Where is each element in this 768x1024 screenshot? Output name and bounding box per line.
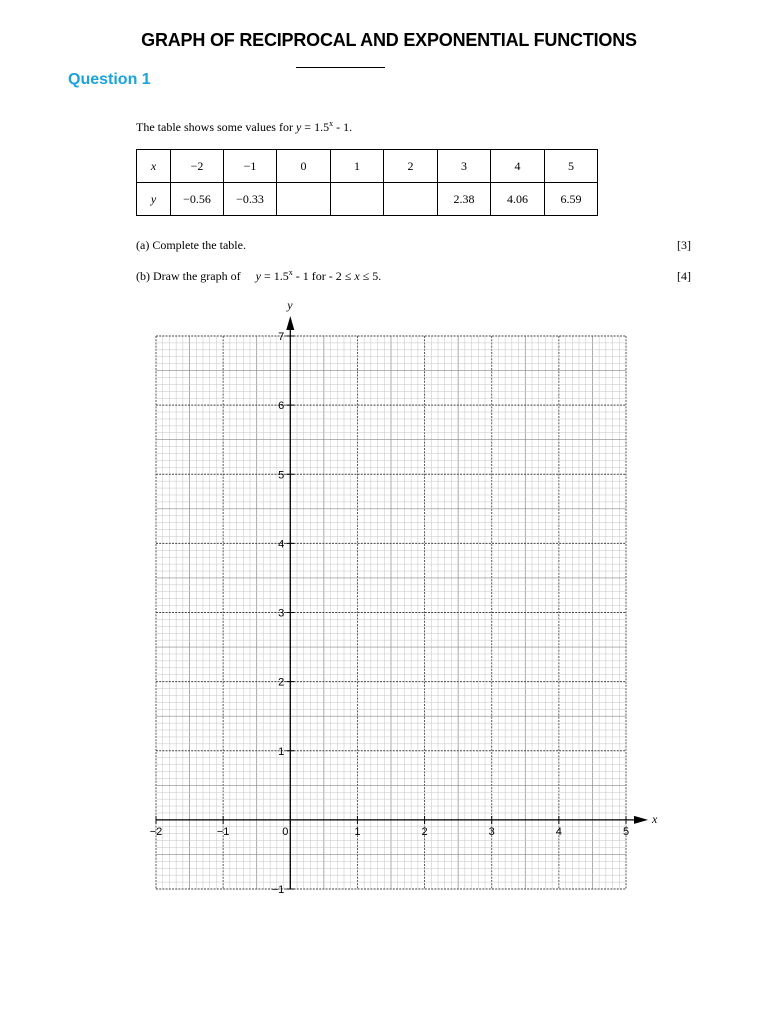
y-tick-label: 5	[278, 469, 285, 482]
part-b-marks: [4]	[677, 269, 691, 283]
x-tick-label: 2	[421, 825, 428, 838]
y-tick-label: 7	[278, 331, 285, 343]
part-b-y: y	[255, 269, 261, 283]
table-cell-y: 4.06	[491, 183, 545, 216]
table-cell-x: −1	[224, 150, 277, 183]
x-tick-label: 1	[354, 825, 361, 838]
y-tick-label: 4	[278, 538, 285, 551]
question-heading: Question 1	[68, 71, 151, 88]
part-a-marks: [3]	[677, 238, 691, 252]
x-tick-label: −2	[149, 825, 163, 838]
table-header-x: x	[137, 150, 171, 183]
y-tick-label: 6	[278, 400, 285, 413]
part-a-text: (a) Complete the table.	[136, 238, 246, 252]
y-tick-label: 1	[278, 745, 285, 758]
x-axis-label: x	[652, 811, 658, 826]
part-b-eq: = 1.5	[260, 269, 289, 283]
x-tick-label: 4	[555, 825, 562, 838]
table-cell-x: 4	[491, 150, 545, 183]
part-b-mid: - 1 for - 2 ≤	[292, 269, 355, 283]
table-cell-x: 0	[277, 150, 331, 183]
table-cell-x: −2	[171, 150, 224, 183]
table-cell-x: 2	[384, 150, 438, 183]
x-tick-label: 3	[488, 825, 495, 838]
graph-grid	[156, 336, 626, 889]
y-axis-label: y	[287, 298, 293, 312]
intro-function-exp: x	[329, 119, 334, 128]
table-header-y: y	[137, 183, 171, 216]
table-cell-y: −0.33	[224, 183, 277, 216]
table-cell-y: −0.56	[171, 183, 224, 216]
x-tick-label: −1	[216, 825, 230, 838]
page-title: GRAPH OF RECIPROCAL AND EXPONENTIAL FUNCTIONS	[141, 30, 637, 50]
intro-function-eq: = 1.5	[301, 120, 330, 134]
x-axis-arrow	[634, 816, 648, 824]
table-cell-y: 2.38	[438, 183, 491, 216]
x-tick-label: 5	[622, 825, 630, 838]
table-cell-x: 5	[545, 150, 598, 183]
intro-function-rest: - 1.	[333, 120, 353, 134]
part-b-prefix: (b) Draw the graph of	[136, 269, 241, 283]
table-cell-y: 6.59	[545, 183, 598, 216]
part-b-x: x	[354, 269, 360, 283]
y-axis-arrow	[286, 316, 294, 330]
intro-function-var: y	[295, 120, 302, 134]
part-b-end: ≤ 5.	[359, 269, 382, 283]
y-tick-label: −1	[271, 884, 285, 896]
x-tick-label: 0	[282, 825, 289, 838]
y-tick-label: 3	[278, 607, 285, 620]
part-b-exp: x	[288, 268, 293, 277]
table-cell-x: 1	[331, 150, 384, 183]
y-tick-label: 2	[278, 676, 285, 689]
table-cell-x: 3	[438, 150, 491, 183]
intro-text: The table shows some values for	[136, 120, 293, 134]
